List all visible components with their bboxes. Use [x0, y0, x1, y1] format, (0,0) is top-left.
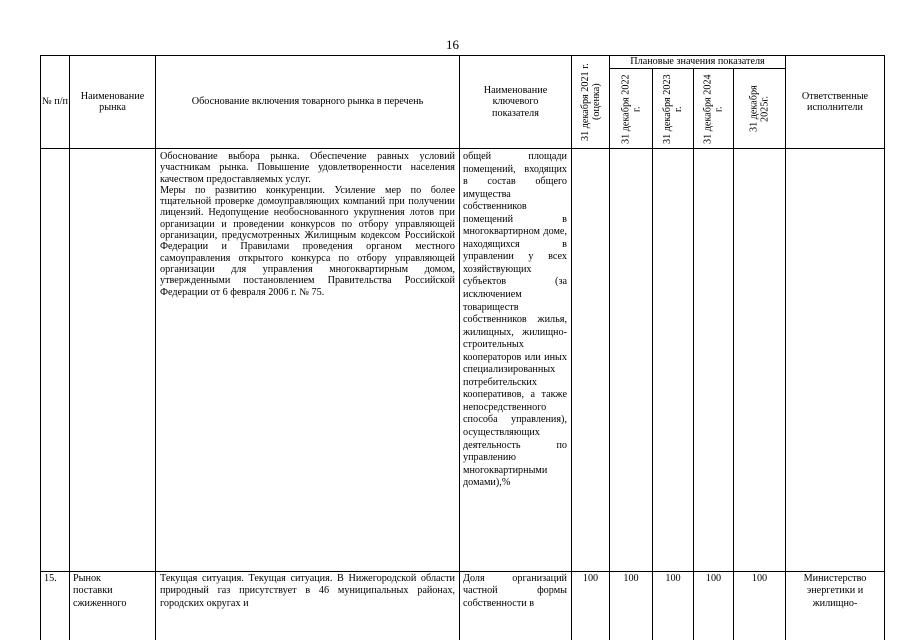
header-dec2022: 31 декабря 2022 г. [620, 74, 643, 144]
row15-value-2024: 100 [705, 573, 722, 584]
row15-value-2022: 100 [623, 573, 639, 584]
row15-value-2021: 100 [582, 573, 599, 584]
justification-paragraph-2: Меры по развитию конкуренции. Усиление мер по более тщательной проверке домоуправляющих компаний при получении лицензий. Недопущение необоснованного укрупнения лотов при организации и проведении конкурсов по отбору управляющей организации, предусмотренных Жилищным кодексом Российской Федерации и Правилами проведения органом местного самоуправления открытого конкурса по отбору управляющей организации для управления многоквартирным домом, утвержденными постановлением Правительства Российской Федерации от 6 февраля 2006 г. № 75. [160, 184, 455, 298]
header-dec2021: 31 декабря 2021 г. (оценка) [580, 63, 602, 141]
continued-justification [160, 151, 455, 298]
row15-num: 15. [44, 573, 57, 584]
header-planned-group: Плановые значения показателя [630, 56, 765, 67]
page-number: 16 [446, 37, 459, 52]
continued-indicator: общей площади помещений, входящих в состав общего имущества собственников помещений в многоквартирном доме, находящихся в управлении у всех хозяйствующих субъектов (за исключением товариществ собственников жилья, жилищных, жилищно-строительных кооператоров или иных специализированных потребительских кооперативов, а также непосредственного способа управления), осуществляющих деятельность по управлению многоквартирными домами),% [463, 151, 567, 489]
row15-indicator: Доля организаций частной формы собственности в [463, 573, 567, 609]
header-indicator: Наименование ключевого показателя [483, 85, 548, 119]
row15-value-2025: 100 [751, 573, 768, 584]
header-market: Наименование рынка [80, 90, 145, 113]
header-dec2023: 31 декабря 2023 г. [662, 74, 684, 144]
header-dec2024: 31 декабря 2024 г. [702, 74, 725, 144]
justification-paragraph-1: Обоснование выбора рынка. Обеспечение равных условий участникам рынка. Повышение удовлетворенности населения качеством предоставляемых услуг. [160, 151, 455, 185]
header-justification: Обоснование включения товарного рынка в перечень [191, 96, 424, 108]
row15-responsible: Министерство энергетики и жилищно- [803, 573, 867, 609]
row15-market: Рынок поставки сжиженного [73, 573, 127, 609]
header-responsible: Ответственные исполнители [801, 90, 869, 113]
header-num: № п/п [41, 96, 68, 108]
row15-value-2023: 100 [665, 573, 681, 584]
row15-justification: Текущая ситуация. Текущая ситуация. В Нижегородской области природный газ присутствует в 46 муниципальных районах, городских округах и [160, 573, 455, 609]
header-dec2025: 31 декабря 2025г. [748, 85, 771, 133]
